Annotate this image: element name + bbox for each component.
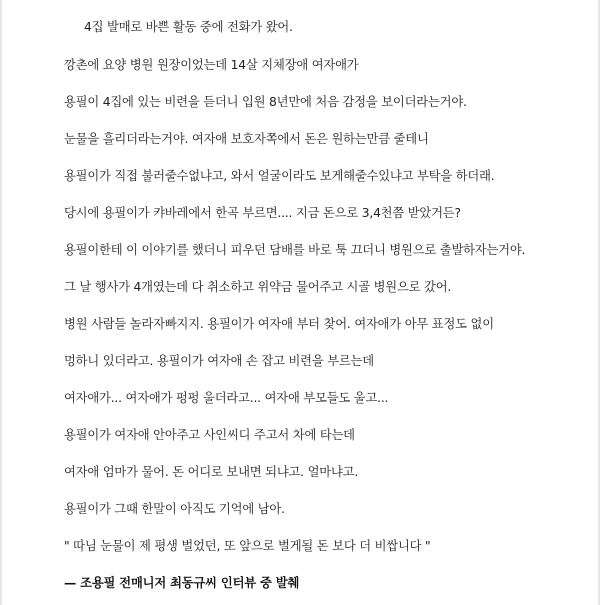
text-line-7: 용필이한테 이 이야기를 했더니 피우던 담배를 바로 툭 끄더니 병원으로 출발하자는거야. [64,243,526,257]
text-line-14: 용필이가 그때 한말이 아직도 기억에 남아. [64,502,285,516]
quote-line: " 따님 눈물이 제 평생 벌었던, 또 앞으로 벌게될 돈 보다 더 비쌉니다 " [64,539,431,553]
text-line-5: 용필이가 직접 불러줄수없냐고, 와서 얼굴이라도 보게해줄수있냐고 부탁을 하더래. [64,169,495,183]
text-line-13: 여자애 엄마가 물어. 돈 어디로 보내면 되냐고. 얼마냐고. [64,465,359,479]
text-line-10: 멍하니 있더라고. 용필이가 여자애 손 잡고 비련을 부르는데 [64,354,374,368]
text-line-9: 병원 사람들 놀라자빠지지. 용필이가 여자애 부터 찾어. 여자애가 아무 표정도 없이 [64,317,494,331]
text-line-11: 여자애가... 여자애가 펑펑 울더라고... 여자애 부모들도 울고... [64,391,389,405]
text-line-6: 당시에 용필이가 캬바레에서 한곡 부르면.... 지금 돈으로 3,4천쯤 받았거든? [64,206,461,220]
text-line-2: 깡촌에 요양 병원 원장이었는데 14살 지체장애 여자애가 [64,58,359,72]
text-line-3: 용필이 4집에 있는 비련을 듣더니 입원 8년만에 처음 감정을 보이더라는거야. [64,95,467,109]
text-line-8: 그 날 행사가 4개였는데 다 취소하고 위약금 물어주고 시골 병원으로 갔어. [64,280,452,294]
text-line-4: 눈물을 흘리더라는거야. 여자애 보호자쪽에서 돈은 원하는만큼 줄테니 [64,132,429,146]
source-credit: — 조용필 전매니저 최동규씨 인터뷰 중 발췌 [64,576,300,590]
text-line-12: 용필이가 여자애 안아주고 사인씨디 주고서 차에 타는데 [64,428,355,442]
text-line-1: 4집 발매로 바쁜 활동 중에 전화가 왔어. [84,20,293,34]
